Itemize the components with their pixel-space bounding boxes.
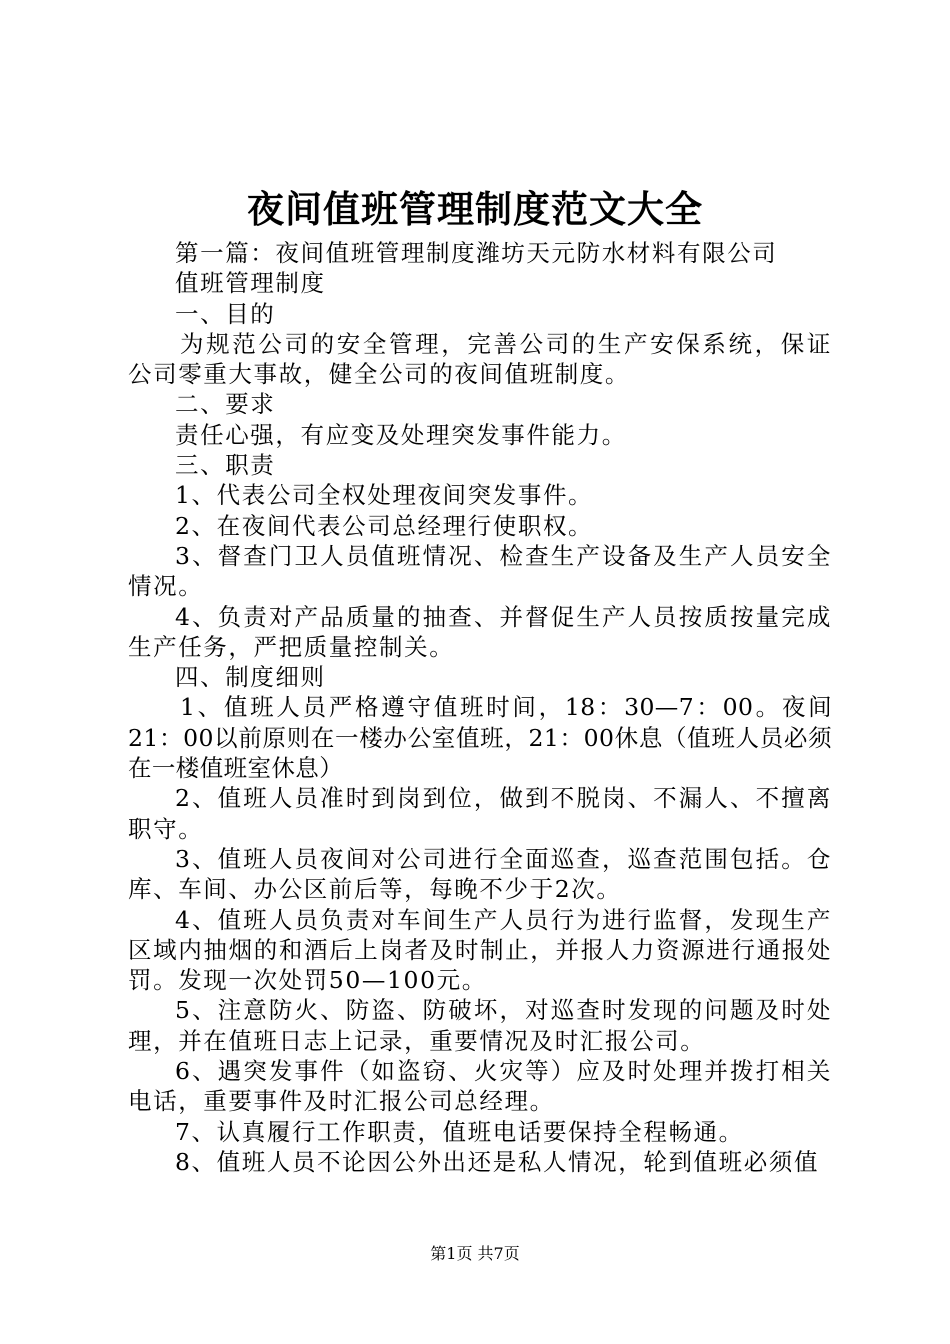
document-body	[128, 238, 832, 1177]
duty-item: 3、督查门卫人员值班情况、检查生产设备及生产人员安全情况。	[128, 541, 832, 601]
paragraph-section-heading: 第一篇：夜间值班管理制度潍坊天元防水材料有限公司	[175, 239, 778, 267]
heading-requirements: 二、要求	[175, 390, 276, 419]
duty-item: 2、在夜间代表公司总经理行使职权。	[175, 511, 594, 540]
page-title: 夜间值班管理制度范文大全	[247, 188, 703, 231]
rule-item: 5、注意防火、防盗、防破坏，对巡查时发现的问题及时处理，并在值班日志上记录，重要情况及时汇报公司。	[128, 996, 832, 1055]
heading-rules: 四、制度细则	[175, 663, 326, 692]
rule-item: 2、值班人员准时到岗到位，做到不脱岗、不漏人、不擅离职守。	[128, 784, 832, 843]
paragraph-requirements: 责任心强，有应变及处理突发事件能力。	[175, 420, 627, 449]
duty-item: 1、代表公司全权处理夜间突发事件。	[175, 481, 594, 510]
heading-duties: 三、职责	[175, 451, 276, 480]
rule-item: 7、认真履行工作职责，值班电话要保持全程畅通。	[175, 1117, 744, 1146]
duty-item: 4、负责对产品质量的抽查、并督促生产人员按质按量完成生产任务，严把质量控制关。	[128, 602, 832, 661]
page-number-footer: 第1页 共7页	[430, 1244, 520, 1263]
paragraph-purpose: 为规范公司的安全管理，完善公司的生产安保系统，保证公司零重大事故，健全公司的夜间值班制度。	[128, 329, 832, 389]
paragraph-subtitle: 值班管理制度	[175, 269, 326, 298]
rule-item: 6、遇突发事件（如盗窃、火灾等）应及时处理并拨打相关电话，重要事件及时汇报公司总经理。	[128, 1057, 832, 1116]
rule-item: 1、值班人员严格遵守值班时间，18：30—7：00。夜间21：00以前原则在一楼办公室值班，21：00休息（值班人员必须在一楼值班室休息）	[128, 693, 832, 783]
rule-item: 4、值班人员负责对车间生产人员行为进行监督，发现生产区域内抽烟的和酒后上岗者及时制止，并报人力资源进行通报处罚。发现一次处罚50—100元。	[128, 905, 832, 995]
rule-item: 3、值班人员夜间对公司进行全面巡查，巡查范围包括。仓库、车间、办公区前后等，每晚不少于2次。	[128, 844, 832, 904]
heading-purpose: 一、目的	[175, 299, 276, 328]
rule-item: 8、值班人员不论因公外出还是私人情况，轮到值班必须值	[175, 1147, 820, 1176]
